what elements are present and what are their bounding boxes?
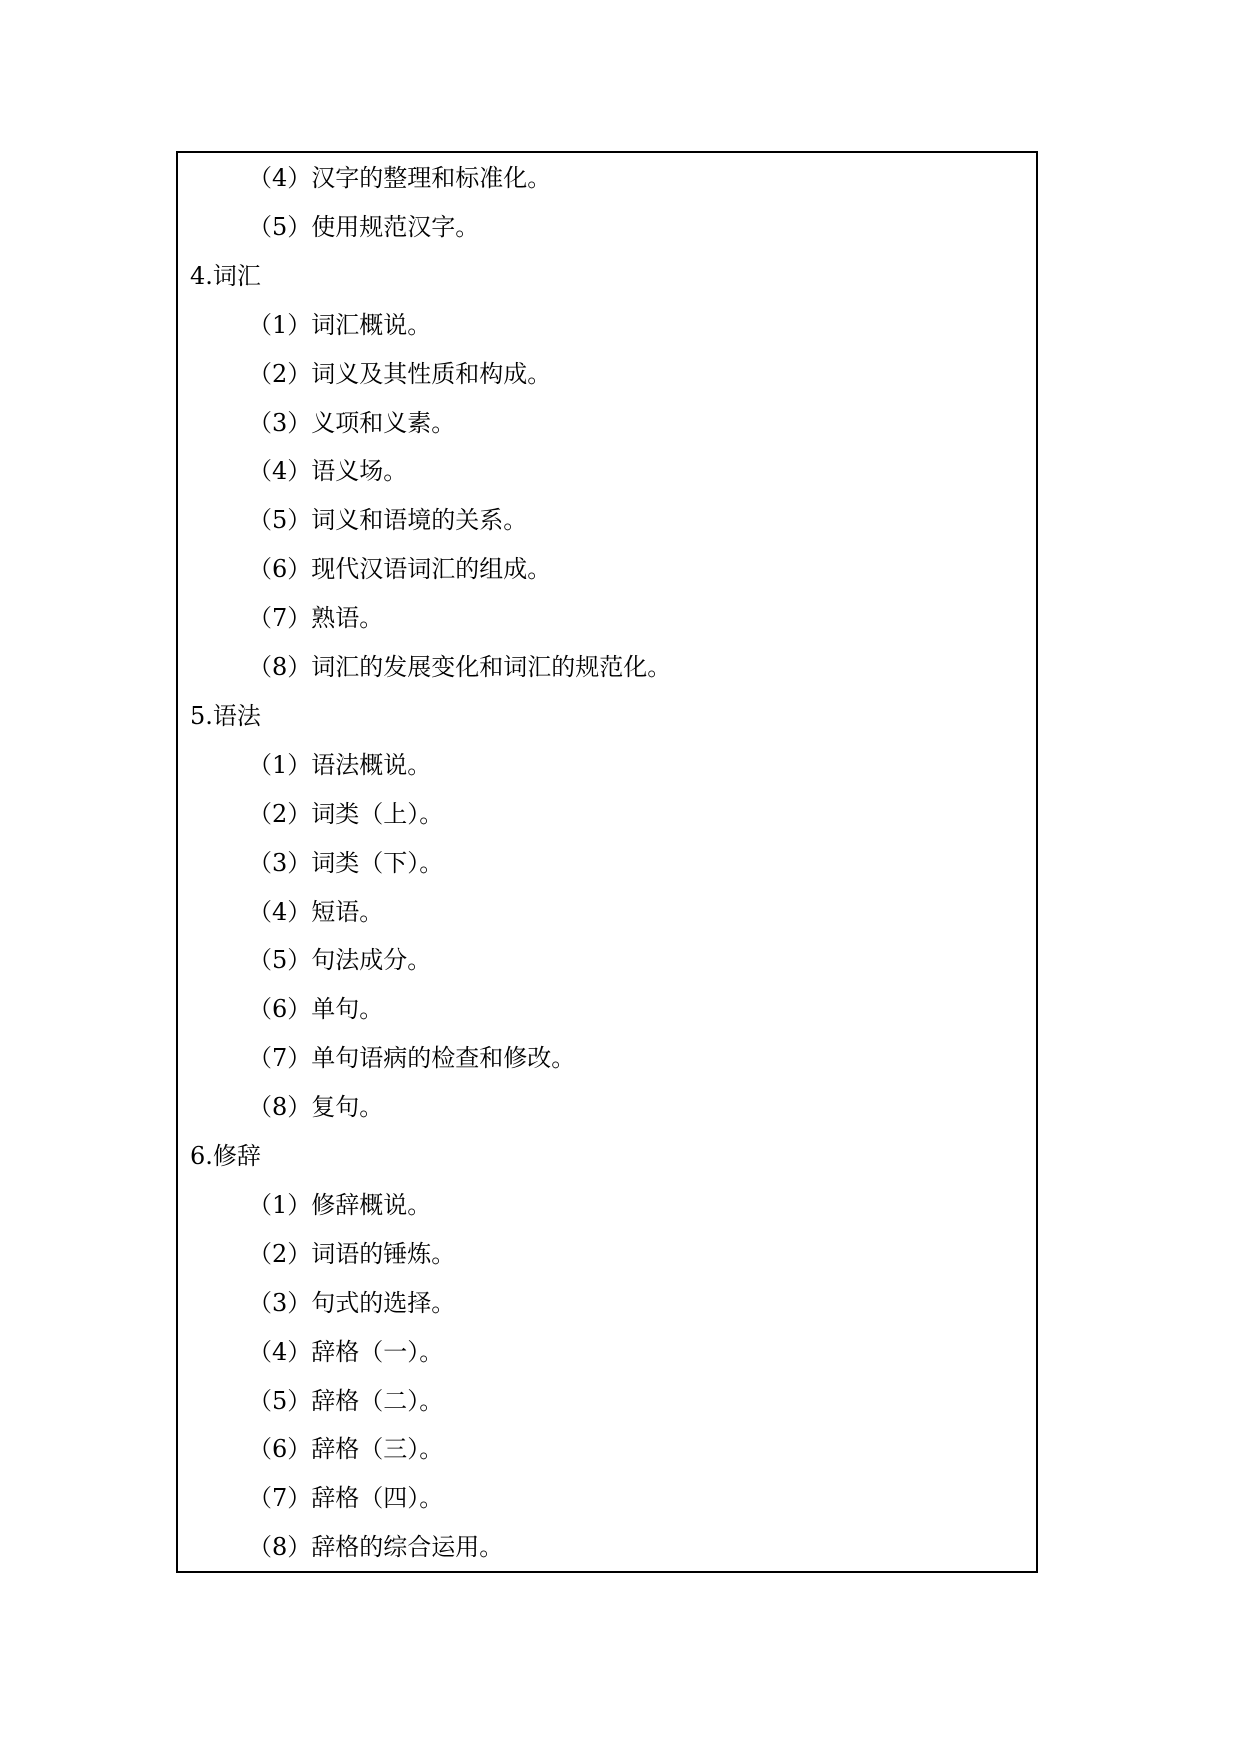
outline-item: （4）辞格（一）。 [248, 1337, 444, 1366]
outline-item: （4）汉字的整理和标准化。 [248, 164, 552, 192]
outline-item: （6）单句。 [248, 995, 384, 1024]
outline-item: （3）句式的选择。 [248, 1288, 456, 1317]
outline-item: （1）词汇概说。 [248, 310, 432, 339]
outline-item: （8）词汇的发展变化和词汇的规范化。 [248, 653, 672, 681]
outline-item: （8）辞格的综合运用。 [248, 1533, 504, 1562]
outline-item: （2）词义及其性质和构成。 [248, 359, 552, 388]
section-heading: 6.修辞 [190, 1142, 261, 1170]
section-heading: 5.语法 [190, 701, 261, 730]
outline-item: （5）句法成分。 [248, 946, 432, 975]
outline-item: （3）义项和义素。 [248, 408, 456, 437]
outline-item: （5）辞格（二）。 [248, 1386, 444, 1415]
outline-item: （2）词语的锤炼。 [248, 1239, 456, 1268]
outline-item: （1）语法概说。 [248, 750, 432, 779]
outline-item: （4）短语。 [248, 897, 384, 926]
outline-item: （7）熟语。 [248, 604, 384, 633]
outline-item: （7）单句语病的检查和修改。 [248, 1044, 576, 1073]
outline-item: （1）修辞概说。 [248, 1190, 432, 1219]
outline-item: （7）辞格（四）。 [248, 1484, 444, 1513]
outline-item: （3）词类（下）。 [248, 848, 444, 877]
outline-item: （5）使用规范汉字。 [248, 212, 480, 241]
outline-item: （6）辞格（三）。 [248, 1435, 444, 1464]
outline-item: （8）复句。 [248, 1093, 384, 1122]
outline-item: （6）现代汉语词汇的组成。 [248, 555, 552, 584]
outline-item: （4）语义场。 [248, 457, 408, 486]
outline-item: （2）词类（上）。 [248, 799, 444, 828]
section-heading: 4.词汇 [190, 261, 261, 290]
outline-item: （5）词义和语境的关系。 [248, 506, 528, 535]
outline-table-cell [176, 151, 1038, 1573]
